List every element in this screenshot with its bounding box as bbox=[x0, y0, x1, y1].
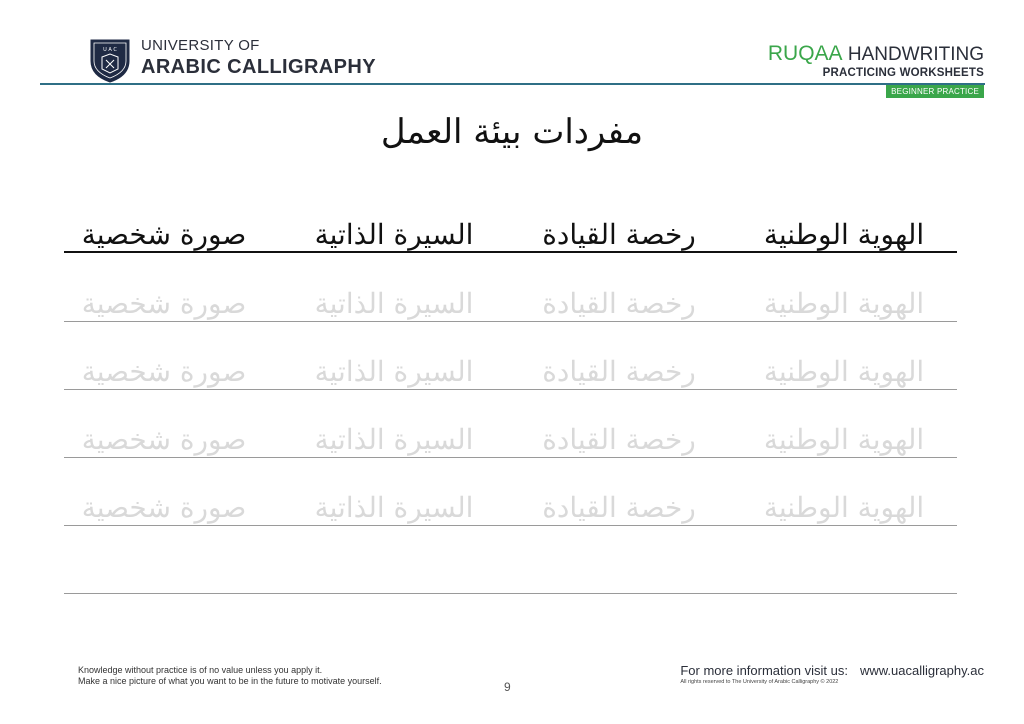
baseline-rule bbox=[64, 525, 957, 527]
trace-word: السيرة الذاتية bbox=[314, 355, 474, 388]
trace-word: السيرة الذاتية bbox=[314, 287, 474, 320]
copyright-notice: All rights reserved to The University of Arabic Calligraphy © 2022 bbox=[680, 679, 839, 685]
trace-word: صورة شخصية bbox=[81, 423, 247, 456]
baseline-rule bbox=[64, 389, 957, 391]
trace-word: الهوية الوطنية bbox=[763, 423, 925, 456]
university-name-line2: ARABIC CALLIGRAPHY bbox=[141, 56, 376, 78]
worksheet-title-ruqaa: RUQAA bbox=[767, 42, 843, 65]
model-word: رخصة القيادة bbox=[542, 218, 696, 251]
trace-row bbox=[64, 262, 957, 322]
trace-word: الهوية الوطنية bbox=[763, 491, 925, 524]
footer-info-line bbox=[680, 663, 984, 678]
trace-word: السيرة الذاتية bbox=[314, 491, 474, 524]
page-number: 9 bbox=[504, 680, 511, 694]
model-word: صورة شخصية bbox=[81, 218, 247, 251]
trace-word: رخصة القيادة bbox=[542, 287, 696, 320]
university-crest-logo bbox=[89, 37, 131, 83]
footer-quote bbox=[78, 665, 382, 687]
trace-row bbox=[64, 466, 957, 526]
trace-word: صورة شخصية bbox=[81, 491, 247, 524]
model-row bbox=[64, 193, 957, 253]
sheet-title: مفردات بيئة العمل bbox=[380, 112, 644, 152]
footer-info-label: For more information visit us: bbox=[680, 663, 848, 678]
university-name-line1: UNIVERSITY OF bbox=[141, 37, 260, 54]
level-badge: BEGINNER PRACTICE bbox=[886, 85, 984, 98]
footer-quote-line1: Knowledge without practice is of no value unless you apply it. bbox=[78, 665, 323, 675]
trace-row bbox=[64, 398, 957, 458]
footer-info bbox=[680, 663, 984, 685]
baseline-rule bbox=[64, 593, 957, 595]
model-word: الهوية الوطنية bbox=[763, 218, 925, 251]
worksheet-title-handwriting: HANDWRITING bbox=[847, 44, 984, 65]
worksheet-title bbox=[768, 42, 984, 66]
trace-word: رخصة القيادة bbox=[542, 491, 696, 524]
baseline-rule bbox=[64, 457, 957, 459]
model-word: السيرة الذاتية bbox=[314, 218, 474, 251]
trace-word: السيرة الذاتية bbox=[314, 423, 474, 456]
baseline-rule bbox=[64, 321, 957, 323]
trace-word: الهوية الوطنية bbox=[763, 355, 925, 388]
svg-text:U A C: U A C bbox=[103, 47, 117, 53]
trace-word: رخصة القيادة bbox=[542, 355, 696, 388]
baseline-rule bbox=[64, 251, 957, 253]
trace-word: صورة شخصية bbox=[81, 287, 247, 320]
trace-word: الهوية الوطنية bbox=[763, 287, 925, 320]
trace-row bbox=[64, 330, 957, 390]
worksheet-heading bbox=[768, 42, 984, 99]
trace-word: رخصة القيادة bbox=[542, 423, 696, 456]
worksheet-subtitle: PRACTICING WORKSHEETS bbox=[822, 67, 984, 79]
website-link[interactable]: www.uacalligraphy.ac bbox=[859, 663, 984, 678]
footer-quote-line2: Make a nice picture of what you want to be in the future to motivate yourself. bbox=[78, 676, 382, 686]
trace-word: صورة شخصية bbox=[81, 355, 247, 388]
blank-row bbox=[64, 534, 957, 594]
